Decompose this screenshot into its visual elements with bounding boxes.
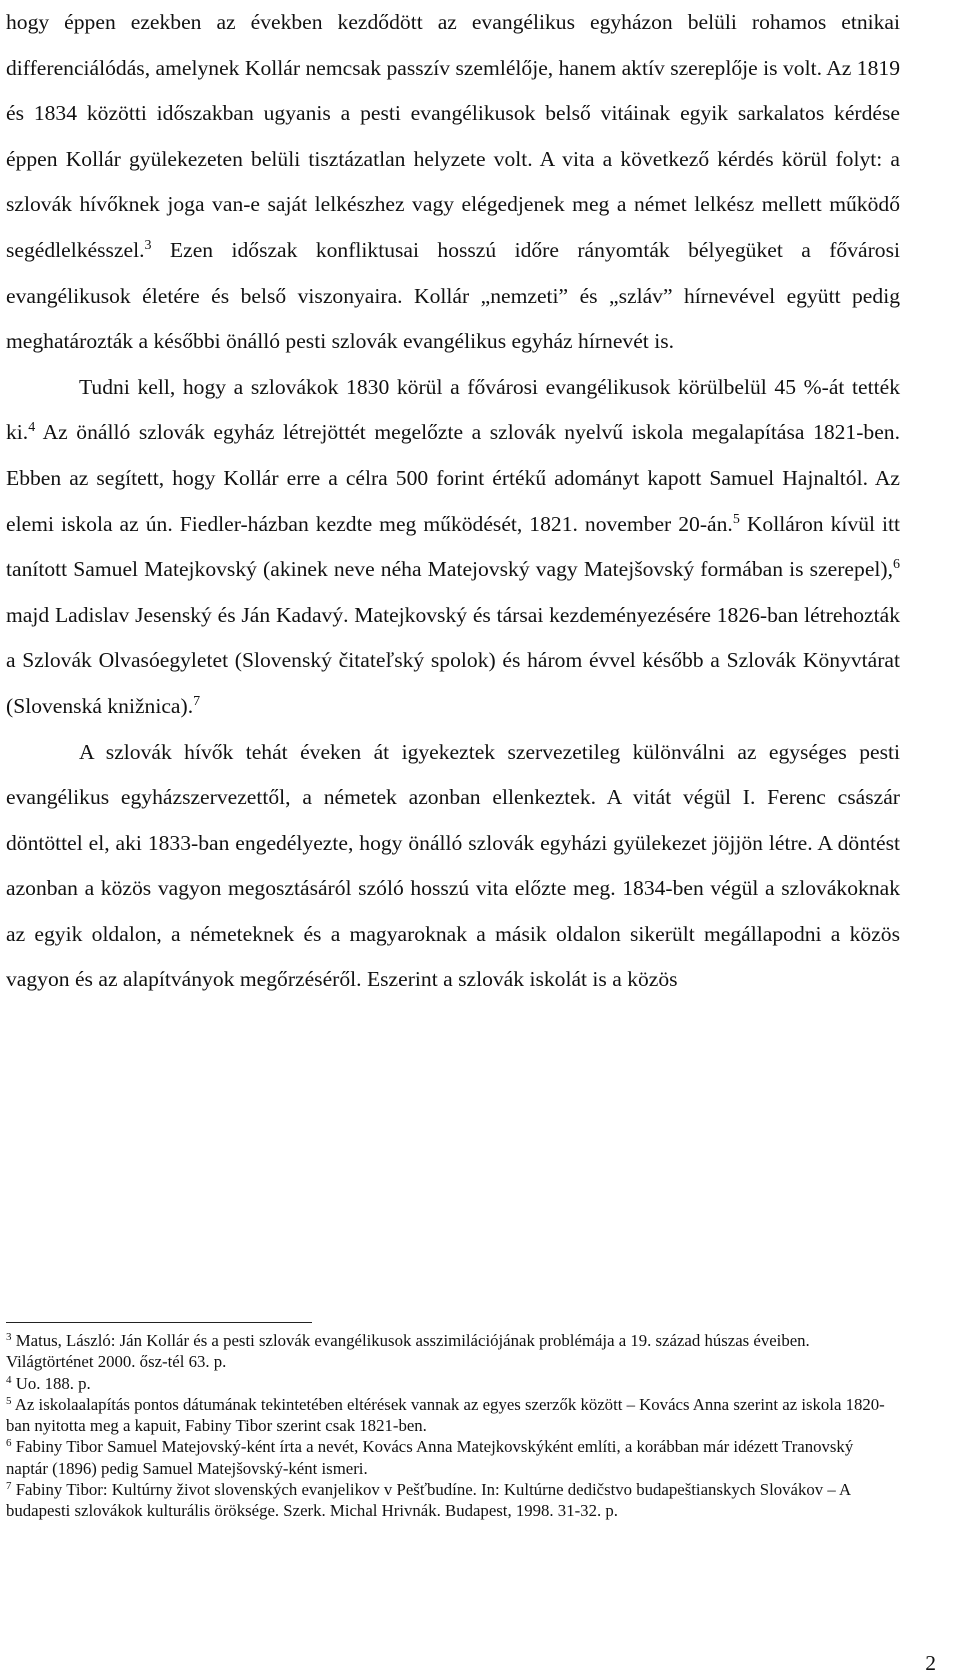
body-paragraph-2 (6, 365, 900, 730)
footnote-separator (6, 1322, 312, 1323)
footnote-text: Uo. 188. p. (11, 1373, 91, 1393)
paragraph-text: Ezen időszak konfliktusai hosszú időre rányomták bélyegüket a fővárosi evangélikusok életére és belső viszonyaira. Kollár „nemzeti” és „szláv” hírnevével együtt pedig meghatározták a későbbi önálló pesti szlovák evangélikus egyház hírnevét is. (6, 237, 900, 354)
footnote-3 (6, 1330, 896, 1373)
paragraph-text: A szlovák hívők tehát éveken át igyekeztek szervezetileg különválni az egységes pesti evangélikus egyházszervezettől, a németek azonban ellenkeztek. A vitát végül I. Ferenc császár döntöttel el, aki 1833-ban engedélyezte, hogy önálló szlovák egyházi gyülekezet jöjjön létre. A döntést azonban a közös vagyon megosztásáról szóló hosszú vita előzte meg. 1834-ben végül a szlovákoknak az egyik oldalon, a németeknek és a magyaroknak a másik oldalon sikerült megállapodni a közös vagyon és az alapítványok megőrzéséről. Eszerint a szlovák iskolát is a közös (6, 739, 900, 992)
paragraph-text: majd Ladislav Jesenský és Ján Kadavý. Matejkovský és társai kezdeményezésére 1826-ban létrehozták a Szlovák Olvasóegyletet (Slovenský čitateľský spolok) és három évvel később a Szlovák Könyvtárat (Slovenská knižnica). (6, 602, 900, 718)
paragraph-text: Az önálló szlovák egyház létrejöttét megelőzte a szlovák nyelvű iskola megalapítása 1821-ben. Ebben az segített, hogy Kollár erre a célra 500 forint értékű adományt kapott Samuel Hajnaltól. Az elemi iskola az ún. Fiedler-házban kezdte meg működését, 1821. november 20-án. (6, 420, 900, 536)
footnote-number: 5 (6, 1394, 12, 1407)
footnote-text: Az iskolaalapítás pontos dátumának tekintetében eltérések vannak az egyes szerzők között – Kovács Anna szerint az iskola 1820-ban nyitotta meg a kapuit, Fabiny Tibor szerint csak 1821-ben. (6, 1394, 885, 1436)
footnotes (6, 1330, 896, 1522)
footnote-ref-3[interactable]: 3 (144, 237, 152, 253)
footnote-number: 4 (6, 1373, 12, 1386)
footnote-7 (6, 1479, 896, 1522)
footnote-number: 7 (6, 1480, 12, 1493)
footnote-number: 6 (6, 1437, 12, 1450)
footnote-ref-4[interactable]: 4 (28, 420, 36, 436)
paragraph-text: Tudni kell, hogy a szlovákok 1830 körül a fővárosi evangélikusok körülbelül 45 %-át tették ki. (6, 374, 900, 445)
footnote-ref-5[interactable]: 5 (732, 511, 740, 527)
footnote-text: Matus, László: Ján Kollár és a pesti szlovák evangélikusok asszimilációjának problémája a 19. század húszas éveiben. Világtörténet 2000. ősz-tél 63. p. (6, 1331, 810, 1372)
footnote-ref-6[interactable]: 6 (893, 557, 900, 573)
paragraph-text: hogy éppen ezekben az években kezdődött az evangélikus egyházon belüli rohamos etnikai differenciálódás, amelynek Kollár nemcsak passzív szemlélője, hanem aktív szereplője is volt. Az 1819 és 1834 közötti időszakban ugyanis a pesti evangélikusok belső vitáinak egyik sarkalatos kérdése éppen Kollár gyülekezeten belüli tisztázatlan helyzete volt. A vita a következő kérdés körül folyt: a szlovák hívőknek joga van-e saját lelkészhez vagy elégedjenek meg a német lelkész mellett működő segédlelkésszel. (6, 10, 900, 262)
page-number: 2 (925, 1651, 936, 1675)
footnote-5 (6, 1394, 896, 1437)
footnote-number: 3 (6, 1331, 12, 1343)
footnote-6 (6, 1436, 896, 1479)
body-paragraph-3 (6, 730, 900, 1004)
footnote-ref-7[interactable]: 7 (193, 693, 201, 709)
paragraph-text: Kolláron kívül itt tanított Samuel Matejkovský (akinek neve néha Matejovský vagy Matejšovský formában is szerepel), (6, 511, 900, 582)
footnote-4 (6, 1373, 896, 1394)
footnote-text: Fabiny Tibor Samuel Matejovský-ként írta a nevét, Kovács Anna Matejkovskýként említi, a korábban már idézett Tranovský naptár (1896) pedig Samuel Matejšovský-ként ismeri. (6, 1437, 854, 1478)
footnote-text: Fabiny Tibor: Kultúrny život slovenských evanjelikov v Pešťbudíne. In: Kultúrne dedičstvo budapeštianskych Slovákov – A budapesti szlovákok kulturális öröksége. Szerk. Michal Hrivnák. Budapest, 1998. 31-32. p. (6, 1480, 851, 1521)
document-page (6, 0, 900, 1003)
body-paragraph-1 (6, 0, 900, 365)
